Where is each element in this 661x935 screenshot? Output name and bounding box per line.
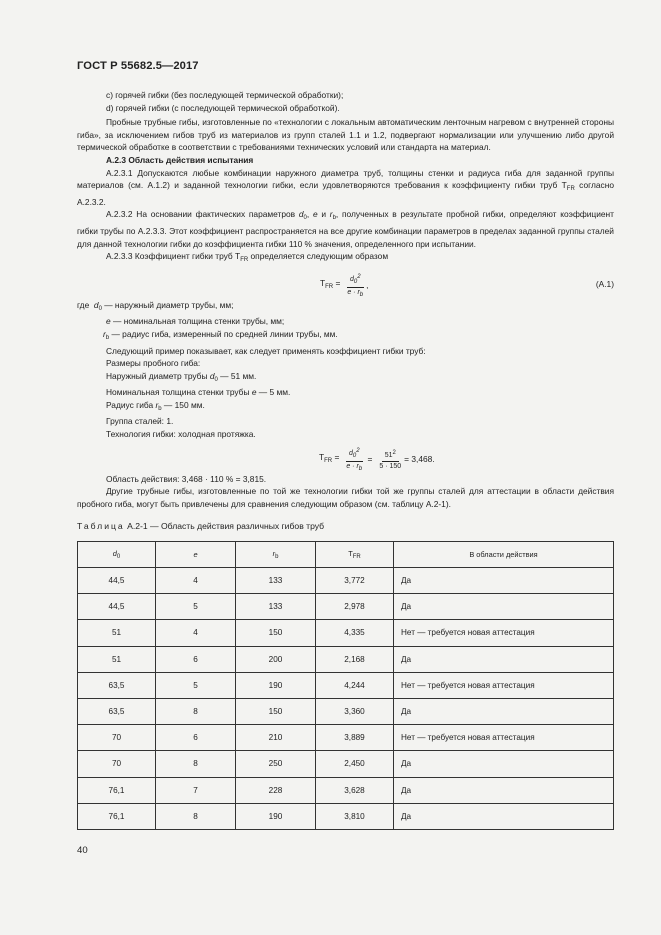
cell-scope: Да bbox=[394, 751, 614, 777]
scope-line: Область действия: 3,468 · 110 % = 3,815. bbox=[106, 473, 267, 484]
cell-e: 8 bbox=[156, 698, 236, 724]
example-e: Номинальная толщина стенки трубы e — 5 мм. bbox=[106, 387, 291, 398]
col-header-d0: $d_0$ bbox=[78, 542, 156, 568]
cell-tfr: 3,772 bbox=[316, 568, 394, 594]
col-header-scope: В области действия bbox=[394, 542, 614, 568]
cell-tfr: 2,978 bbox=[316, 594, 394, 620]
cell-tfr: 4,244 bbox=[316, 672, 394, 698]
heading-a23: А.2.3 Область действия испытания bbox=[106, 154, 254, 165]
cell-scope: Да bbox=[394, 803, 614, 829]
table-row bbox=[78, 803, 614, 829]
cell-rb: 228 bbox=[236, 777, 316, 803]
col-header-e: e bbox=[156, 542, 236, 568]
cell-tfr: 2,450 bbox=[316, 751, 394, 777]
cell-scope: Да bbox=[394, 698, 614, 724]
cell-rb: 250 bbox=[236, 751, 316, 777]
equation-number: (А.1) bbox=[595, 278, 614, 289]
where-e: e — номинальная толщина стенки трубы, мм; bbox=[106, 316, 285, 327]
cell-scope: Нет — требуется новая аттестация bbox=[394, 672, 614, 698]
list-item-d: d) горячей гибки (с последующей термической обработкой). bbox=[106, 102, 340, 113]
table-header-row bbox=[78, 542, 614, 568]
example-tech: Технология гибки: холодная протяжка. bbox=[106, 429, 256, 440]
cell-d0: 63,5 bbox=[78, 698, 156, 724]
cell-rb: 190 bbox=[236, 803, 316, 829]
cell-scope: Да bbox=[394, 777, 614, 803]
cell-rb: 133 bbox=[236, 594, 316, 620]
example-rb: Радиус гиба $r_b$ — 150 мм. bbox=[106, 399, 205, 412]
table-row bbox=[78, 751, 614, 777]
body-text bbox=[77, 89, 614, 510]
cell-e: 5 bbox=[156, 672, 236, 698]
cell-e: 7 bbox=[156, 777, 236, 803]
standard-code: ГОСТ Р 55682.5—2017 bbox=[77, 60, 199, 72]
paragraph-a231: А.2.3.1 Допускаются любые комбинации наружного диаметра труб, толщины стенки и радиуса гиба для заданной группы материалов (см. А.1.2) и заданной технологии гибки, если удовлетворяются требования к коэффициенту гибки труб $T_{FR}$ согласно А.2.3.2. bbox=[77, 167, 614, 207]
cell-scope: Да bbox=[394, 594, 614, 620]
page-number: 40 bbox=[77, 845, 88, 856]
cell-e: 5 bbox=[156, 594, 236, 620]
cell-tfr: 2,168 bbox=[316, 646, 394, 672]
cell-e: 4 bbox=[156, 620, 236, 646]
cell-e: 4 bbox=[156, 568, 236, 594]
cell-rb: 150 bbox=[236, 698, 316, 724]
table-caption: Таблица А.2-1 — Область действия различных гибов труб bbox=[77, 521, 325, 531]
cell-tfr: 3,360 bbox=[316, 698, 394, 724]
table-row bbox=[78, 777, 614, 803]
where-rb: $r_b$ — радиус гиба, измеренный по средней линии трубы, мм. bbox=[103, 328, 338, 341]
table-row bbox=[78, 725, 614, 751]
formula-a1: $T_{FR}$ = $\frac{d_0^2}{e \cdot r_b}$ , (А.1) bbox=[320, 273, 614, 298]
where-d0: где $d_0$ — наружный диаметр трубы, мм; bbox=[77, 299, 234, 312]
cell-scope: Да bbox=[394, 568, 614, 594]
table-row bbox=[78, 646, 614, 672]
list-item-c: c) горячей гибки (без последующей термической обработки); bbox=[106, 90, 344, 100]
cell-d0: 51 bbox=[78, 646, 156, 672]
cell-tfr: 3,810 bbox=[316, 803, 394, 829]
table-row bbox=[78, 698, 614, 724]
cell-tfr: 3,889 bbox=[316, 725, 394, 751]
table-row bbox=[78, 568, 614, 594]
cell-d0: 70 bbox=[78, 725, 156, 751]
cell-scope: Нет — требуется новая аттестация bbox=[394, 725, 614, 751]
table-row bbox=[78, 594, 614, 620]
cell-e: 6 bbox=[156, 646, 236, 672]
example-group: Группа сталей: 1. bbox=[106, 416, 174, 427]
cell-rb: 210 bbox=[236, 725, 316, 751]
paragraph-a233: А.2.3.3 Коэффициент гибки труб $T_{FR}$ определяется следующим образом bbox=[106, 251, 389, 264]
cell-d0: 63,5 bbox=[78, 672, 156, 698]
cell-e: 8 bbox=[156, 803, 236, 829]
cell-e: 6 bbox=[156, 725, 236, 751]
cell-scope: Нет — требуется новая аттестация bbox=[394, 620, 614, 646]
cell-rb: 150 bbox=[236, 620, 316, 646]
bend-scope-table bbox=[77, 541, 614, 830]
cell-rb: 200 bbox=[236, 646, 316, 672]
cell-scope: Да bbox=[394, 646, 614, 672]
cell-d0: 70 bbox=[78, 751, 156, 777]
formula-example: $T_{FR}$ = $\frac{d_0^2}{e \cdot r_b}$ = $\frac{51^2}{5 \cdot 150}$ = 3,468. bbox=[319, 447, 435, 472]
cell-d0: 76,1 bbox=[78, 777, 156, 803]
cell-e: 8 bbox=[156, 751, 236, 777]
cell-d0: 44,5 bbox=[78, 594, 156, 620]
paragraph-a232: А.2.3.2 На основании фактических параметров $d_0$, e и $r_b$, полученных в результате пробной гибки, определяют коэффициент гибки трубы по А.2.3.3. Этот коэффициент распространяется на все другие комбинации параметров в пределах заданной группы сталей для данной технологии гибки до коэффициента гибки 110 % значения, определенного при испытании. bbox=[77, 209, 614, 249]
table-row bbox=[78, 620, 614, 646]
col-header-rb: $r_b$ bbox=[236, 542, 316, 568]
col-header-tfr: $T_{FR}$ bbox=[316, 542, 394, 568]
cell-d0: 76,1 bbox=[78, 803, 156, 829]
paragraph-pipes: Пробные трубные гибы, изготовленные по «технологии с локальным автоматическим ленточным нагревом с внутренней стороны гиба», за исключением гибов труб из материалов из групп сталей 1.1 и 1.2, подвергают нормализации или улучшению либо другой термической обработке в соответствии с требованиями технических условий или стандарта на материал. bbox=[77, 117, 614, 153]
cell-d0: 44,5 bbox=[78, 568, 156, 594]
cell-d0: 51 bbox=[78, 620, 156, 646]
example-d0: Наружный диаметр трубы $d_0$ — 51 мм. bbox=[106, 370, 257, 383]
cell-tfr: 4,335 bbox=[316, 620, 394, 646]
cell-rb: 133 bbox=[236, 568, 316, 594]
table-row bbox=[78, 672, 614, 698]
paragraph-other: Другие трубные гибы, изготовленные по той же технологии гибки той же группы сталей для аттестации в области действия пробного гиба, могут быть привлечены для сравнения следующим образом (см. таблицу А.2-1). bbox=[77, 486, 614, 509]
example-size: Размеры пробного гиба: bbox=[106, 358, 201, 369]
cell-rb: 190 bbox=[236, 672, 316, 698]
cell-tfr: 3,628 bbox=[316, 777, 394, 803]
example-intro: Следующий пример показывает, как следует применять коэффициент гибки труб: bbox=[106, 345, 426, 356]
